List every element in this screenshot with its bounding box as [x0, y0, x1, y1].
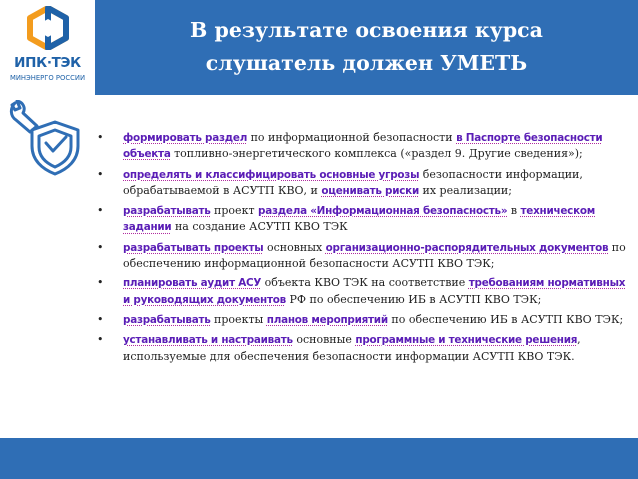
bullet-marker: • — [97, 240, 104, 254]
list-item — [96, 130, 626, 163]
title-line-1: В результате освоения курса — [190, 18, 543, 42]
list-item — [96, 240, 626, 272]
item-text: объекта КВО ТЭК на соответствие — [261, 276, 469, 290]
highlighted-term: раздела «Информационная безопасность» — [258, 205, 508, 218]
logo-subtitle: МИНЭНЕРГО РОССИИ — [9, 74, 86, 82]
list-item — [96, 312, 626, 328]
list-item — [96, 332, 626, 364]
bullet-marker: • — [97, 131, 104, 144]
title-line-2: слушатель должен УМЕТЬ — [205, 51, 528, 75]
list-item — [96, 275, 626, 308]
highlighted-term: формировать раздел — [123, 132, 248, 144]
list-item — [96, 203, 626, 236]
bullet-marker: • — [97, 204, 104, 218]
item-text: безопасности информации, обрабатываемой в АСУТП КВО, и — [123, 167, 583, 197]
highlighted-term: планировать аудит АСУ — [123, 277, 262, 290]
item-text: основные — [292, 333, 356, 347]
bullet-marker: • — [97, 167, 104, 181]
bullet-marker: • — [97, 333, 104, 347]
list-item — [96, 167, 626, 200]
highlighted-term: разрабатывать — [123, 313, 211, 326]
logo — [0, 0, 95, 95]
highlighted-term: требованиям нормативных и руководящих документов — [123, 277, 626, 306]
item-text: топливно-энергетического комплекса («раздел 9. Другие сведения»); — [170, 147, 583, 161]
item-text: по обеспечению информационной безопасности АСУТП КВО ТЭК; — [123, 240, 626, 271]
item-text: их реализации; — [419, 183, 512, 197]
highlighted-term: планов мероприятий — [266, 313, 388, 326]
item-text: основных — [263, 240, 326, 254]
bullet-marker: • — [97, 276, 104, 290]
item-text: в — [507, 204, 521, 218]
logo-name: ИПК·ТЭК — [14, 55, 81, 71]
ipk-tek-logo-icon — [26, 6, 70, 50]
header-banner — [95, 0, 638, 95]
highlighted-term: устанавливать и настраивать — [123, 334, 293, 347]
highlighted-term: разрабатывать — [123, 205, 211, 218]
highlighted-term: программные и технические решения — [355, 334, 578, 347]
highlighted-term: техническом задании — [123, 205, 596, 234]
shield-wrench-icon — [8, 100, 86, 176]
highlighted-term: определять и классифицировать основные угрозы — [123, 168, 420, 181]
page-title — [95, 14, 638, 80]
item-text: РФ по обеспечению ИБ в АСУТП КВО ТЭК; — [285, 292, 542, 306]
bullet-marker: • — [97, 312, 104, 326]
highlighted-term: оценивать риски — [321, 184, 419, 197]
footer-bar — [0, 438, 638, 479]
highlighted-term: организационно-распорядительных документов — [325, 241, 609, 254]
item-text: проект — [210, 204, 259, 218]
skills-list — [96, 130, 626, 368]
highlighted-term: в Паспорте безопасности объекта — [123, 132, 603, 161]
highlighted-term: разрабатывать проекты — [123, 241, 264, 254]
item-text: , используемые для обеспечения безопасности информации АСУТП КВО ТЭК. — [123, 333, 581, 363]
item-text: по обеспечению ИБ в АСУТП КВО ТЭК; — [387, 312, 624, 326]
item-text: по информационной безопасности — [247, 131, 457, 144]
item-text: проекты — [210, 312, 267, 326]
item-text: на создание АСУТП КВО ТЭК — [171, 220, 348, 234]
